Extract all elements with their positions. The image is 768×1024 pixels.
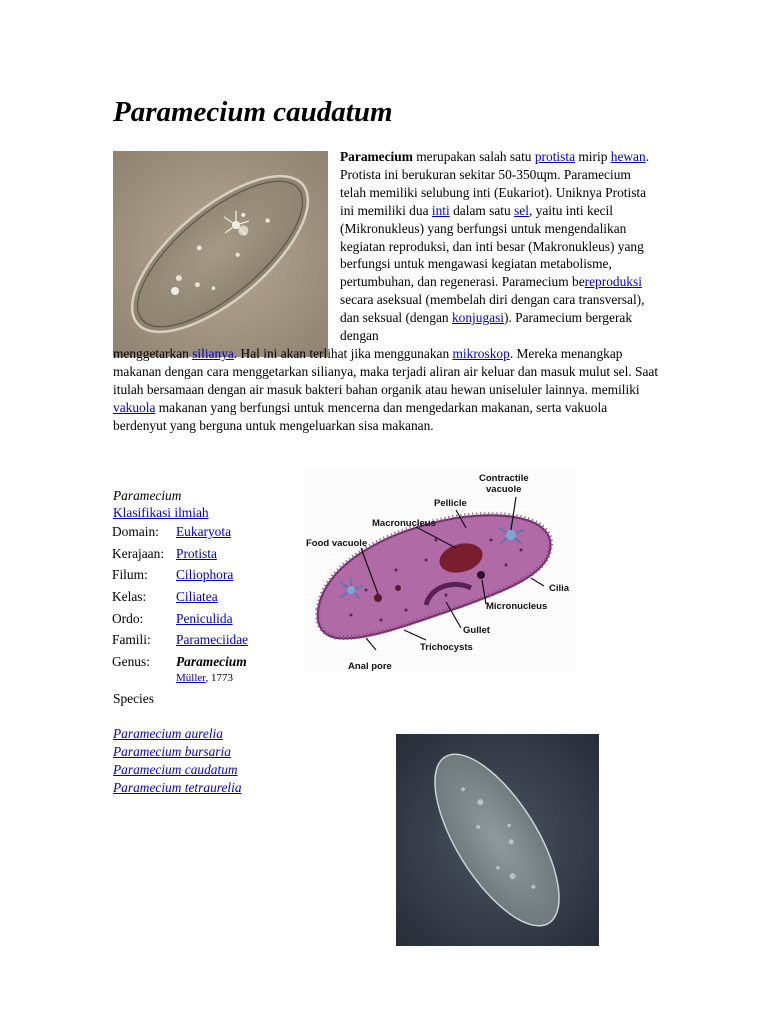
label-cilia: Cilia xyxy=(549,583,570,594)
link-ciliatea[interactable]: Ciliatea xyxy=(176,589,218,605)
link-protista[interactable]: protista xyxy=(534,149,576,164)
taxo-key: Ordo: xyxy=(112,610,144,626)
label-micronucleus: Micronucleus xyxy=(486,601,548,612)
paramecium-photo-2 xyxy=(396,734,599,946)
link-species-bursaria[interactable]: Paramecium bursaria xyxy=(113,743,231,759)
label-anal-pore: Anal pore xyxy=(348,661,392,672)
link-inti[interactable]: inti xyxy=(431,202,450,218)
link-klasifikasi-ilmiah[interactable]: Klasifikasi ilmiah xyxy=(113,505,209,520)
label-contractile: Contractile xyxy=(479,473,529,484)
link-silianya[interactable]: silianya xyxy=(192,346,234,361)
link-ciliophora[interactable]: Ciliophora xyxy=(176,567,234,583)
link-vakuola[interactable]: vakuola xyxy=(113,399,156,415)
species-heading: Species xyxy=(113,691,154,706)
taxo-key: Kerajaan: xyxy=(112,545,165,561)
link-sel[interactable]: sel xyxy=(514,202,529,218)
label-food-vacuole: Food vacuole xyxy=(306,538,368,549)
taxobox-table xyxy=(110,523,250,675)
taxo-author: Müller, 1773 xyxy=(176,672,233,684)
label-pellicle: Pellicle xyxy=(434,498,467,509)
taxobox-row xyxy=(110,588,250,610)
unit-micrometer: ɰm xyxy=(536,166,558,182)
intro-paragraph: Paramecium merupakan salah satu protista mirip hewan. Protista ini berukuran sekitar 50-350ɰm. Paramecium telah memiliki selubung inti (Eukariot). Uniknya Protista ini memiliki dua inti dalam satu sel, yaitu inti kecil (Mikronukleus) yang berfungsi untuk mengendalikan kegiatan reproduksi, dan inti besar (Makronukleus) yang berfungsi untuk mengawasi kegiatan metabolisme, pertumbuhan, dan regenerasi. Paramecium bereproduksi secara aseksual (membelah diri dengan cara transversal), dan seksual (dengan konjugasi). Paramecium bergerak dengan xyxy=(340,149,650,344)
intro-bold-term: Paramecium xyxy=(340,149,413,164)
taxo-key: Domain: xyxy=(112,524,159,539)
link-parameciidae[interactable]: Parameciidae xyxy=(176,632,249,648)
taxobox-row xyxy=(110,631,250,653)
link-peniculida[interactable]: Peniculida xyxy=(176,610,233,626)
taxo-key: Filum: xyxy=(112,567,148,583)
label-gullet: Gullet xyxy=(463,625,490,636)
link-eukaryota[interactable]: Eukaryota xyxy=(176,524,232,539)
taxobox-row xyxy=(110,566,250,588)
label-trichocysts: Trichocysts xyxy=(420,642,473,653)
link-reproduksi[interactable]: reproduksi xyxy=(584,274,642,290)
body-paragraph: menggetarkan silianya. Hal ini akan terlihat jika menggunakan mikroskop. Mereka menangkap makanan dengan cara menggetarkan silianya, maka terjadi aliran air keluar dan masuk mulut sel. Saat itulah bersamaan dengan air masuk bakteri bahan organik atau hewan uniseluler lainnya. memiliki vakuola makanan yang berfungsi untuk mencerna dan mengedarkan makanan, serta vakuola berdenyut yang berguna untuk mengeluarkan sisa makanan. xyxy=(113,346,659,433)
taxo-key: Genus: xyxy=(112,654,150,670)
species-list xyxy=(113,725,242,797)
label-macronucleus: Macronucleus xyxy=(372,518,436,529)
paramecium-diagram xyxy=(306,470,576,674)
taxobox-row xyxy=(110,610,250,632)
paramecium-photo-1 xyxy=(113,151,328,357)
link-species-tetraurelia[interactable]: Paramecium tetraurelia xyxy=(113,779,242,795)
taxobox-row xyxy=(110,523,250,545)
link-hewan[interactable]: hewan xyxy=(610,149,646,164)
taxo-genus-value: Paramecium xyxy=(176,654,247,670)
taxobox-name: Paramecium xyxy=(113,488,182,503)
label-vacuole: vacuole xyxy=(486,484,522,495)
link-mikroskop[interactable]: mikroskop xyxy=(452,346,510,361)
link-species-aurelia[interactable]: Paramecium aurelia xyxy=(113,726,223,741)
taxo-key: Famili: xyxy=(112,632,151,648)
taxo-key: Kelas: xyxy=(112,589,147,605)
link-protista-taxo[interactable]: Protista xyxy=(176,545,217,561)
taxobox-row xyxy=(110,545,250,567)
link-konjugasi[interactable]: konjugasi xyxy=(451,310,505,326)
link-species-caudatum[interactable]: Paramecium caudatum xyxy=(113,761,238,777)
link-muller[interactable]: Müller xyxy=(176,672,206,684)
page-title: Paramecium caudatum xyxy=(113,96,393,128)
taxobox-header xyxy=(113,487,209,521)
